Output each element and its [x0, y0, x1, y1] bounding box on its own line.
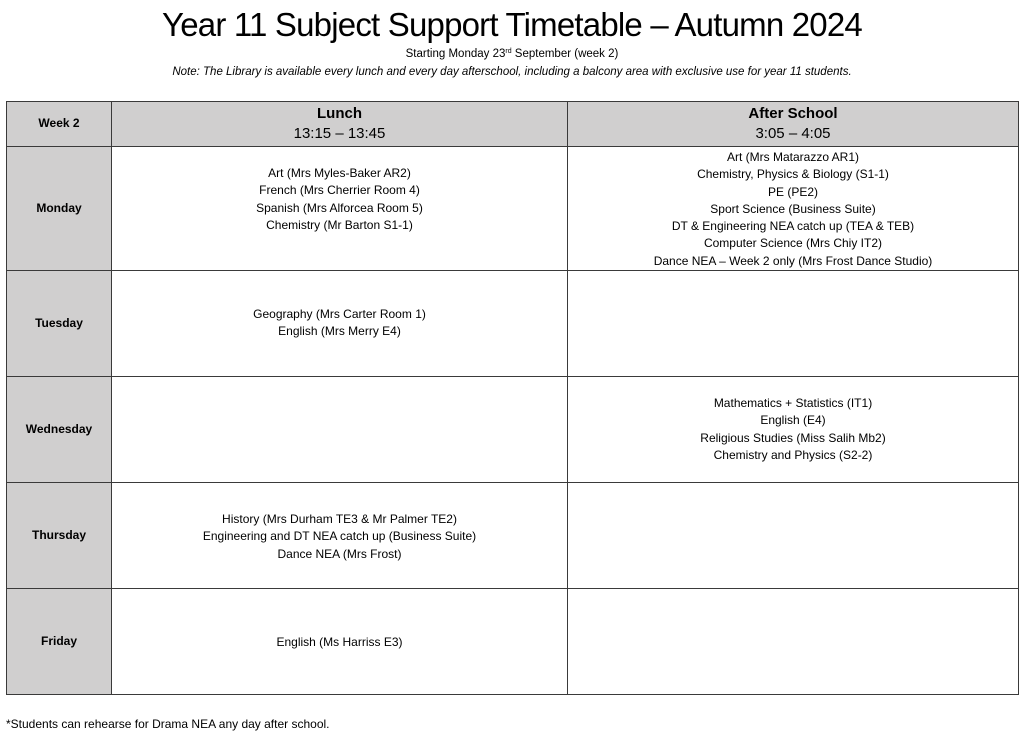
day-label-thursday: Thursday [7, 483, 112, 589]
header-row [7, 102, 1019, 147]
session-entry: Engineering and DT NEA catch up (Business Suite) [202, 529, 477, 544]
session-entry: Mathematics + Statistics (IT1) [713, 396, 873, 411]
table-row-thursday [7, 483, 1019, 589]
session-entry: English (Mrs Merry E4) [278, 324, 401, 339]
thursday-lunch-cell [112, 483, 568, 589]
session-entry: PE (PE2) [767, 184, 818, 199]
after-school-column-header [568, 102, 1019, 147]
after-school-header-time: 3:05 – 4:05 [755, 125, 831, 142]
lunch-column-header [112, 102, 568, 147]
subtitle-prefix: Starting Monday 23 [405, 48, 506, 60]
session-entry: Chemistry, Physics & Biology (S1-1) [697, 167, 889, 182]
session-entry: Religious Studies (Miss Salih Mb2) [700, 430, 886, 445]
session-entry: DT & Engineering NEA catch up (TEA & TEB) [671, 219, 915, 234]
session-entry: Computer Science (Mrs Chiy IT2) [703, 236, 883, 251]
week-header: Week 2 [7, 102, 112, 147]
page-title: Year 11 Subject Support Timetable – Autumn 2024 [162, 6, 862, 43]
drama-footnote: *Students can rehearse for Drama NEA any day after school. [6, 717, 330, 731]
subtitle-suffix: September (week 2) [511, 48, 619, 60]
table-row-wednesday [7, 377, 1019, 483]
wednesday-after-school-cell [568, 377, 1019, 483]
thursday-after-school-cell [568, 483, 1019, 589]
table-row-tuesday [7, 271, 1019, 377]
wednesday-lunch-cell [112, 377, 568, 483]
timetable [6, 101, 1019, 695]
subtitle-ordinal: rd [505, 48, 512, 55]
day-label-friday: Friday [7, 589, 112, 695]
table-row-friday [7, 589, 1019, 695]
session-entry: History (Mrs Durham TE3 & Mr Palmer TE2) [222, 512, 457, 527]
session-entry: Chemistry and Physics (S2-2) [713, 447, 873, 462]
session-entry: English (Ms Harriss E3) [276, 635, 403, 650]
day-label-monday: Monday [7, 147, 112, 271]
start-date-subtitle [0, 47, 1024, 61]
session-entry: Art (Mrs Matarazzo AR1) [726, 150, 860, 164]
friday-lunch-cell [112, 589, 568, 695]
after-school-header-title: After School [748, 105, 838, 122]
day-label-tuesday: Tuesday [7, 271, 112, 377]
session-entry: Dance NEA (Mrs Frost) [277, 546, 402, 561]
tuesday-after-school-cell [568, 271, 1019, 377]
session-entry: Chemistry (Mr Barton S1-1) [266, 217, 413, 232]
day-label-wednesday: Wednesday [7, 377, 112, 483]
table-row-monday [7, 147, 1019, 271]
session-entry: Art (Mrs Myles-Baker AR2) [268, 166, 411, 180]
monday-after-school-cell [568, 147, 1019, 271]
lunch-header-title: Lunch [317, 105, 362, 122]
monday-lunch-cell [112, 147, 568, 271]
session-entry: Sport Science (Business Suite) [710, 201, 876, 216]
lunch-header-time: 13:15 – 13:45 [293, 125, 386, 142]
friday-after-school-cell [568, 589, 1019, 695]
session-entry: Spanish (Mrs Alforcea Room 5) [256, 200, 423, 215]
session-entry: French (Mrs Cherrier Room 4) [259, 183, 420, 198]
library-note: Note: The Library is available every lunch and every day afterschool, including a balcony area with exclusive use for year 11 students. [172, 66, 852, 78]
session-entry: English (E4) [760, 413, 826, 428]
session-entry: Dance NEA – Week 2 only (Mrs Frost Dance Studio) [653, 253, 933, 268]
tuesday-lunch-cell [112, 271, 568, 377]
session-entry: Geography (Mrs Carter Room 1) [253, 307, 426, 322]
